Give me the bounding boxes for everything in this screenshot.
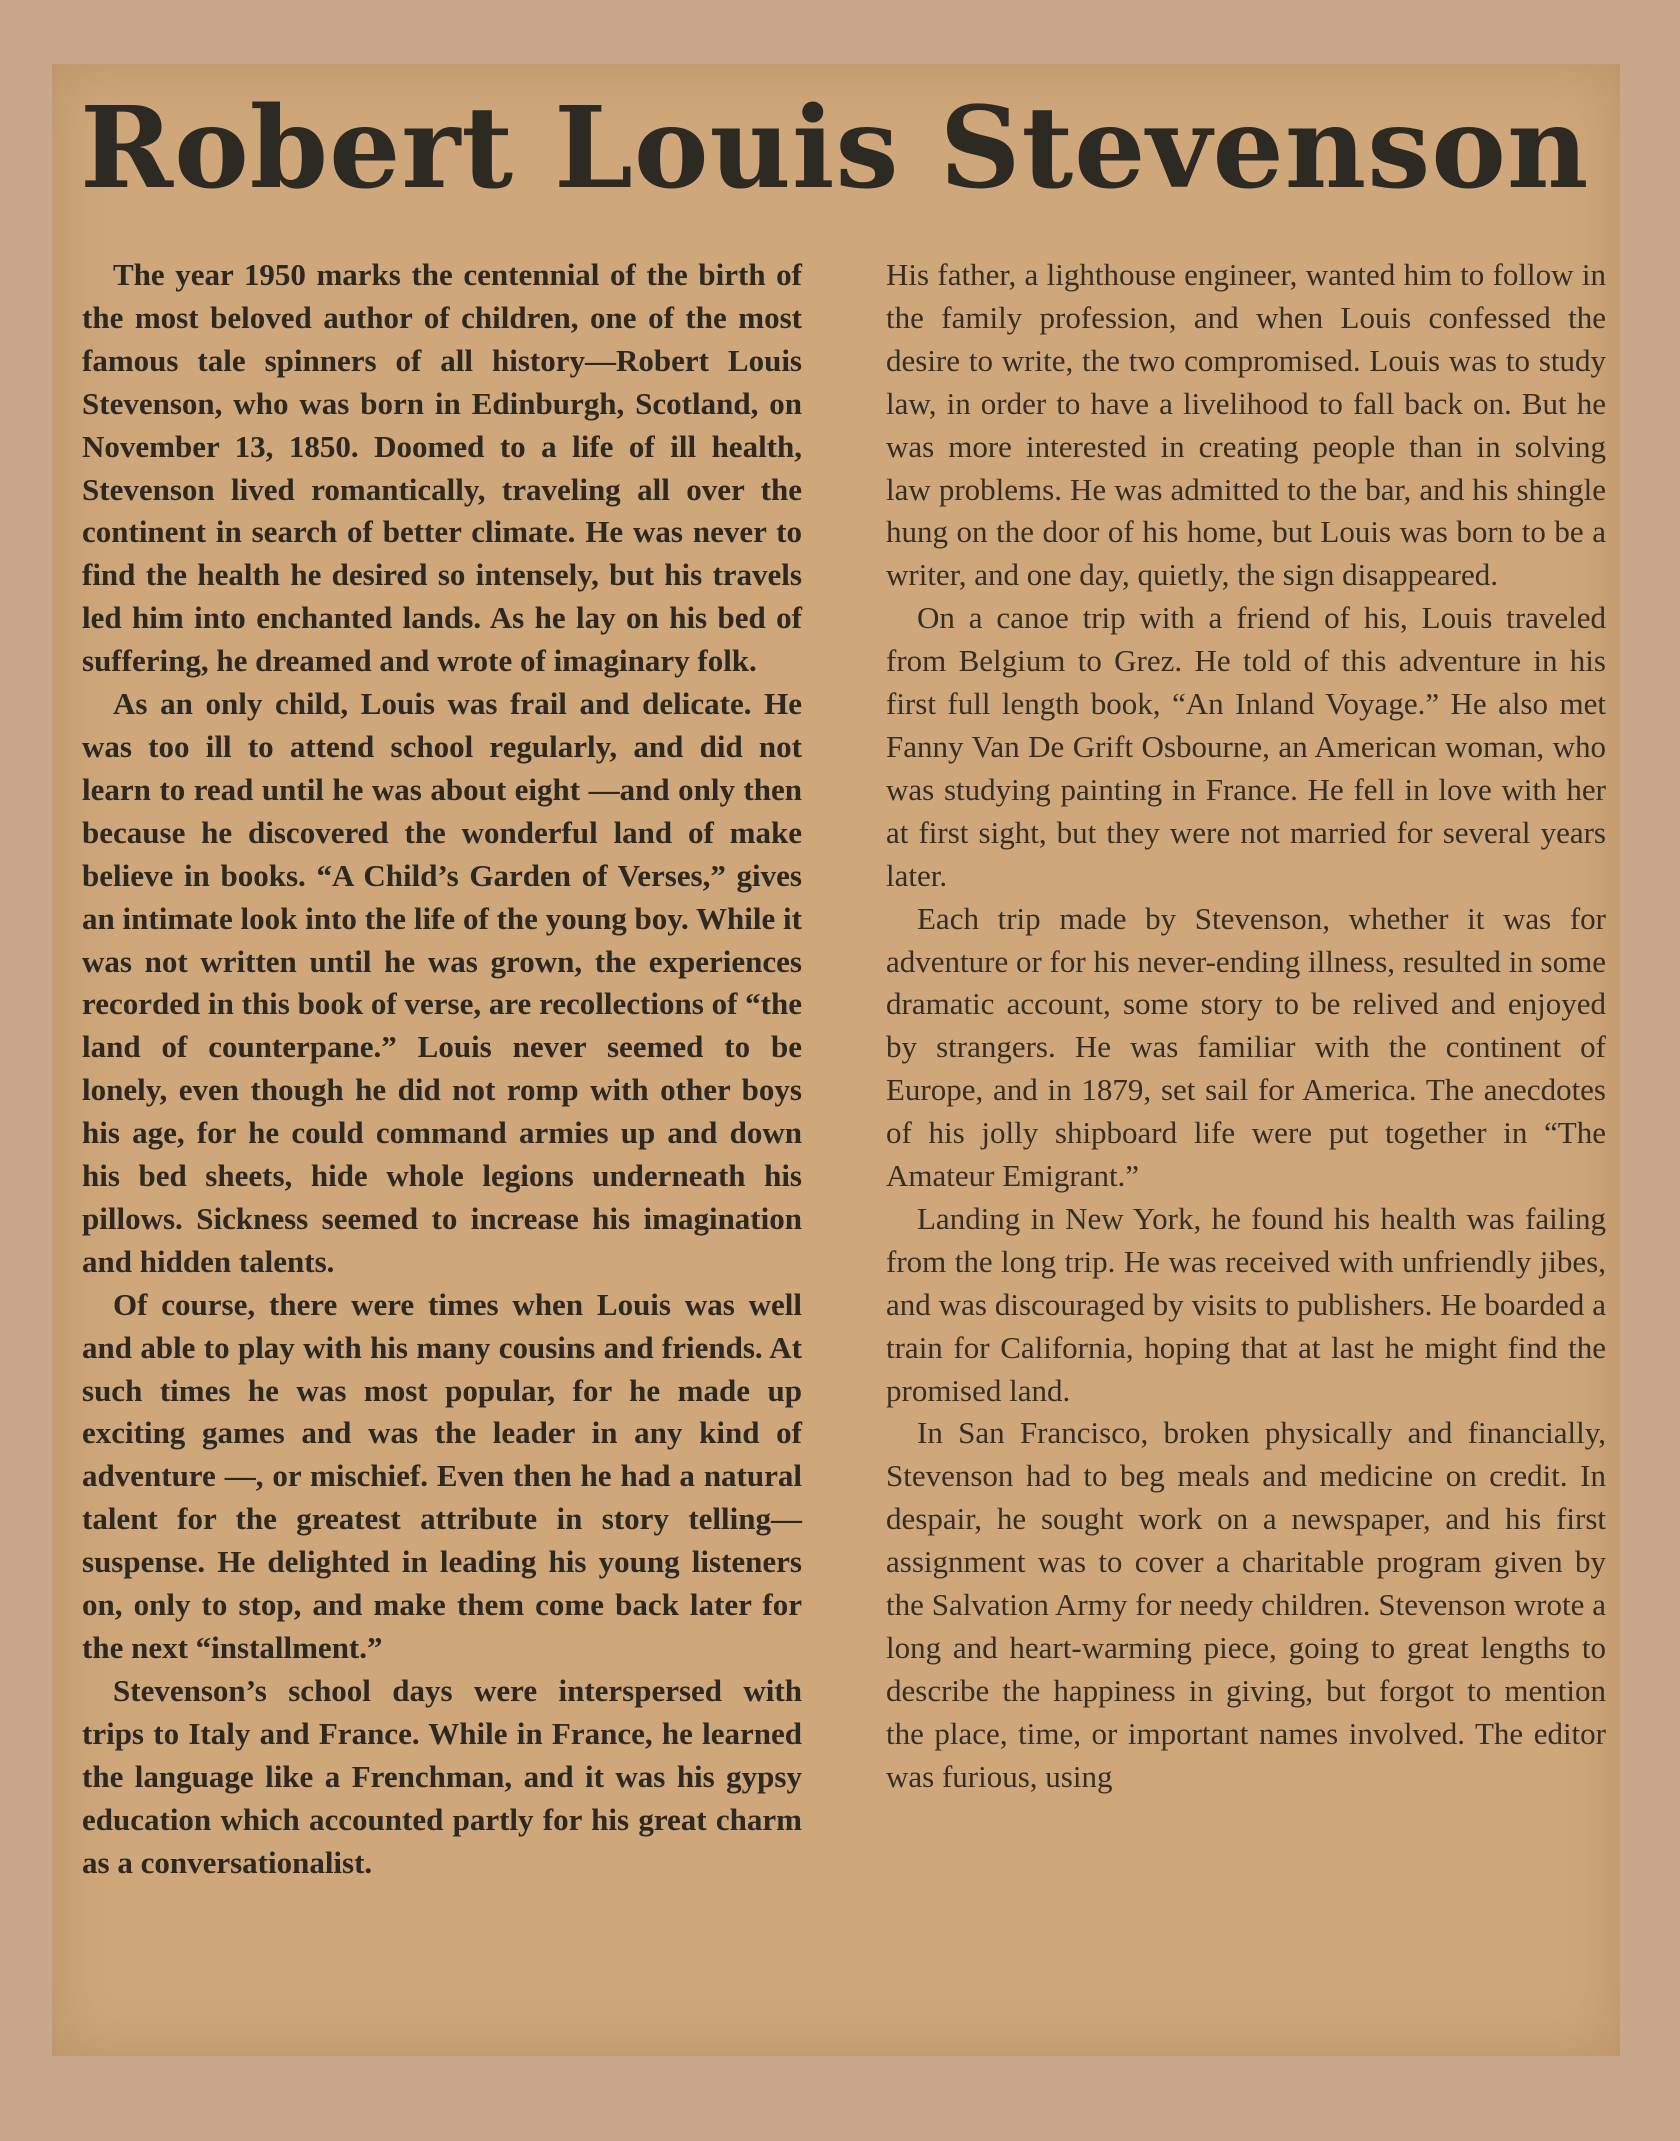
paragraph: On a canoe trip with a friend of his, Louis traveled from Belgium to Grez. He told of this adventure in his first full length book, “An Inland Voyage.” He also met Fanny Van De Grift Osbourne, an American woman, who was studying painting in France. He fell in love with her at first sight, but they were not married for several years later. (886, 600, 1606, 893)
paragraph: Of course, there were times when Louis was well and able to play with his many cousins and friends. At such times he was most popular, for he made up exciting games and was the leader in any kind of adventure —, or mischief. Even then he had a natural talent for the greatest attribute in story telling—suspense. He delighted in leading his young listeners on, only to stop, and make them come back later for the next “installment.” (82, 1286, 802, 1665)
left-column (82, 254, 802, 1884)
paragraph: Landing in New York, he found his health was failing from the long trip. He was received with unfriendly jibes, and was discouraged by visits to publishers. He boarded a train for California, hoping that at last he might find the promised land. (886, 1200, 1606, 1408)
article-title: Robert Louis Stevenson (80, 83, 1590, 214)
paragraph: The year 1950 marks the centennial of the birth of the most beloved author of children, one of the most famous tale spinners of all history—Robert Louis Stevenson, who was born in Edinburgh, Scotland, on November 13, 1850. Doomed to a life of ill health, Stevenson lived romantically, traveling all over the continent in search of better climate. He was never to find the health he desired so intensely, but his travels led him into enchanted lands. As he lay on his bed of suffering, he dreamed and wrote of imaginary folk. (82, 257, 802, 679)
paragraph: His father, a lighthouse engineer, wanted him to follow in the family profession, and when Louis confessed the desire to write, the two compromised. Louis was to study law, in order to have a livelihood to fall back on. But he was more interested in creating people than in solving law problems. He was admitted to the bar, and his shingle hung on the door of his home, but Louis was born to be a writer, and one day, quietly, the sign disappeared. (886, 257, 1606, 593)
paragraph: In San Francisco, broken physically and financially, Stevenson had to beg meals and medicine on credit. In despair, he sought work on a newspaper, and his first assignment was to cover a charitable program given by the Salvation Army for needy children. Stevenson wrote a long and heart-warming piece, going to great lengths to describe the happiness in giving, but forgot to mention the place, time, or important names involved. The editor was furious, using (886, 1415, 1606, 1794)
paragraph: Each trip made by Stevenson, whether it was for adventure or for his never-ending illness, resulted in some dramatic account, some story to be relived and enjoyed by strangers. He was familiar with the continent of Europe, and in 1879, set sail for America. The anecdotes of his jolly shipboard life were put together in “The Amateur Emigrant.” (886, 900, 1606, 1194)
right-column (886, 254, 1606, 1799)
paragraph: Stevenson’s school days were interspersed with trips to Italy and France. While in France, he learned the language like a Frenchman, and it was his gypsy education which accounted partly for his great charm as a conversationalist. (82, 1672, 802, 1880)
paragraph: As an only child, Louis was frail and delicate. He was too ill to attend school regularly, and did not learn to read until he was about eight —and only then because he discovered the wonderful land of make believe in books. “A Child’s Garden of Verses,” gives an intimate look into the life of the young boy. While it was not written until he was grown, the experiences recorded in this book of verse, are recollections of “the land of counterpane.” Louis never seemed to be lonely, even though he did not romp with other boys his age, for he could command armies up and down his bed sheets, hide whole legions underneath his pillows. Sickness seemed to increase his imagination and hidden talents. (82, 686, 802, 1279)
